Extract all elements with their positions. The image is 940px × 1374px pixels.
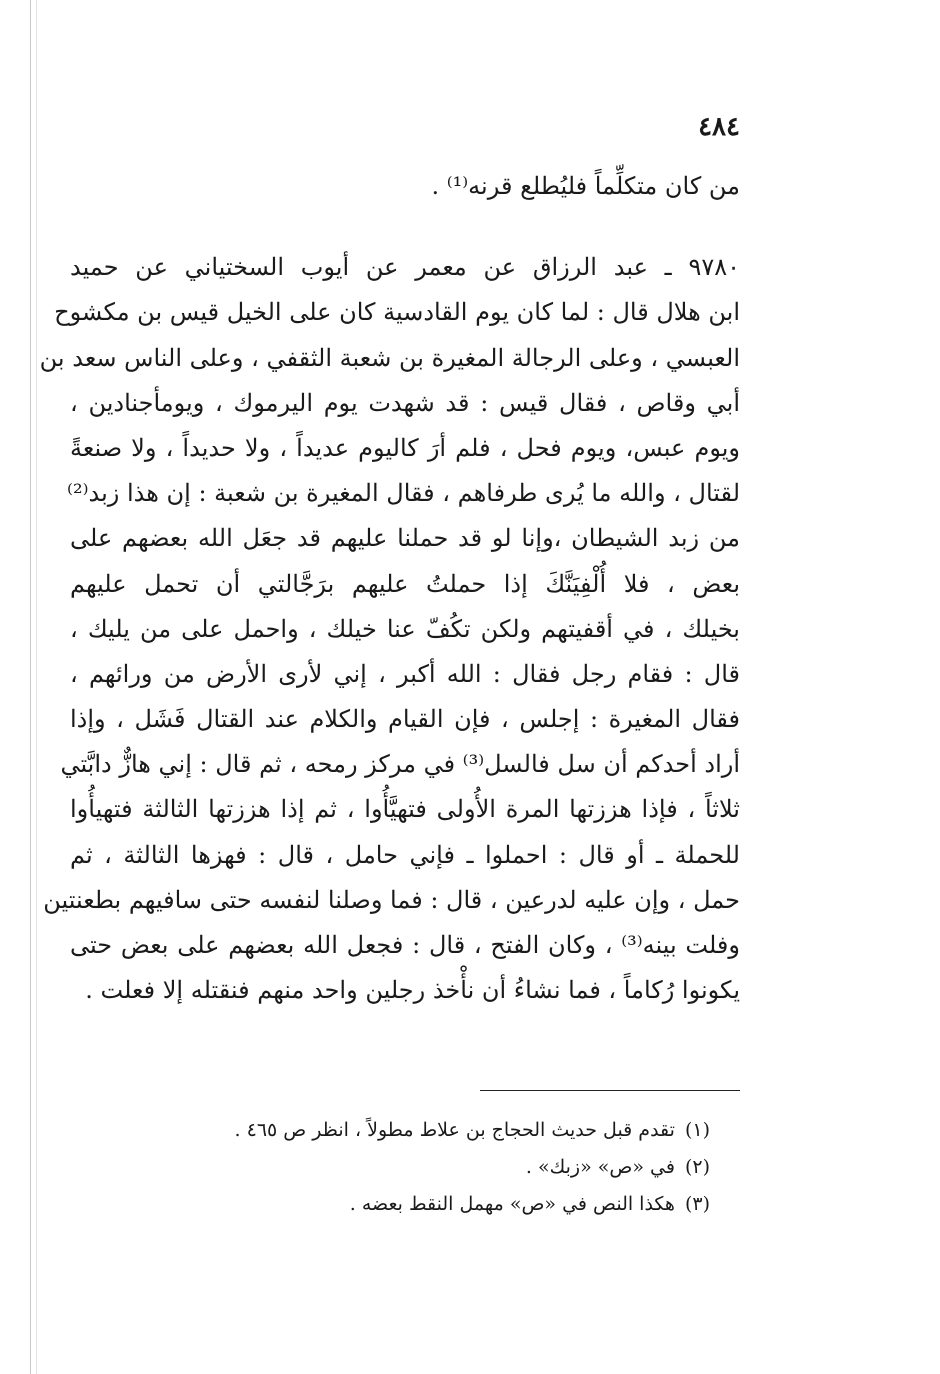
footnote-mark: (٢): [684, 1156, 710, 1178]
paragraph-gap: [70, 209, 740, 245]
page-edge-line: [30, 0, 31, 1374]
page-edge-line-inner: [36, 0, 37, 1374]
text-line: ثلاثاً ، فإذا هززتها المرة الأُولى فتهيَّأُوا ، ثم إذا هززتها الثالثة فتهيأُوا: [70, 795, 740, 824]
intro-line: من كان متكلِّماً فليُطلع قرنه⁽¹⁾ .: [431, 172, 740, 200]
text-line: للحملة ـ أو قال : احملوا ـ فإني حامل ، قال : فهزها الثالثة ، ثم: [70, 840, 740, 869]
text-line: حمل ، وإن عليه لدرعين ، قال : فما وصلنا لنفسه حتى سافيهم بطعنتين: [43, 885, 740, 914]
text-line: بعض ، فلا أُلْفِيَنَّكَ إذا حملتُ عليهم برَجَّالتي أن تحمل عليهم: [70, 569, 740, 598]
text-line: أبي وقاص ، فقال قيس : قد شهدت يوم اليرموك ، ويومأجنادين ،: [70, 388, 740, 417]
text-line: قال : فقام رجل فقال : الله أكبر ، إني لأرى الأرض من ورائهم ،: [70, 659, 740, 688]
footnote: [200, 1112, 710, 1149]
text-line: ٩٧٨٠ ـ عبد الرزاق عن معمر عن أيوب السختياني عن حميد: [70, 253, 740, 282]
text-block: [39, 164, 740, 1013]
text-line: ابن هلال قال : لما كان يوم القادسية كان على الخيل قيس بن مكشوح: [54, 298, 740, 327]
footnote: [200, 1149, 710, 1186]
text-line: بخيلك ، في أقفيتهم ولكن تكُفّ عنا خيلك ، واحمل على من يليك ،: [70, 614, 740, 643]
text-line: يكونوا رُكاماً ، فما نشاءُ أن نأْخذ رجلين واحد منهم فنقتله إلا فعلت .: [85, 976, 740, 1005]
hadith-paragraph: [39, 245, 740, 1013]
footnote-text: في «ص» «زبك» .: [525, 1156, 675, 1178]
text-line: العبسي ، وعلى الرجالة المغيرة بن شعبة الثقفي ، وعلى الناس سعد بن: [39, 343, 740, 372]
footnotes: [200, 1112, 710, 1223]
text-line: ويوم عبس، ويوم فحل ، فلم أرَ كاليوم عديداً ، ولا حديداً ، ولا صنعةً: [70, 433, 740, 462]
footnote-separator: [480, 1090, 740, 1091]
footnote-mark: (٣): [684, 1193, 710, 1215]
text-line: من زبد الشيطان ،وإنا لو قد حملنا عليهم قد جعَل الله بعضهم على: [70, 524, 740, 553]
footnote-mark: (١): [684, 1119, 710, 1141]
text-line: وفلت بينه⁽³⁾ ، وكان الفتح ، قال : فجعل الله بعضهم على بعض حتى: [70, 931, 740, 959]
text-line: لقتال ، والله ما يُرى طرفاهم ، فقال المغيرة بن شعبة : إن هذا زبد⁽²⁾: [67, 479, 740, 508]
footnote-text: هكذا النص في «ص» مهمل النقط بعضه .: [349, 1193, 675, 1215]
text-line: فقال المغيرة : إجلس ، فإن القيام والكلام عند القتال فَشَل ، وإذا: [70, 705, 740, 734]
page-number: ٤٨٤: [698, 112, 740, 142]
footnote: [200, 1186, 710, 1223]
text-line: أراد أحدكم أن سل فالسل⁽³⁾ في مركز رمحه ، ثم قال : إني هازٌّ دابَّتي: [60, 750, 740, 779]
page-body: [39, 110, 740, 1013]
footnote-text: تقدم قبل حديث الحجاج بن علاط مطولاً ، انظر ص ٤٦٥ .: [234, 1119, 675, 1141]
